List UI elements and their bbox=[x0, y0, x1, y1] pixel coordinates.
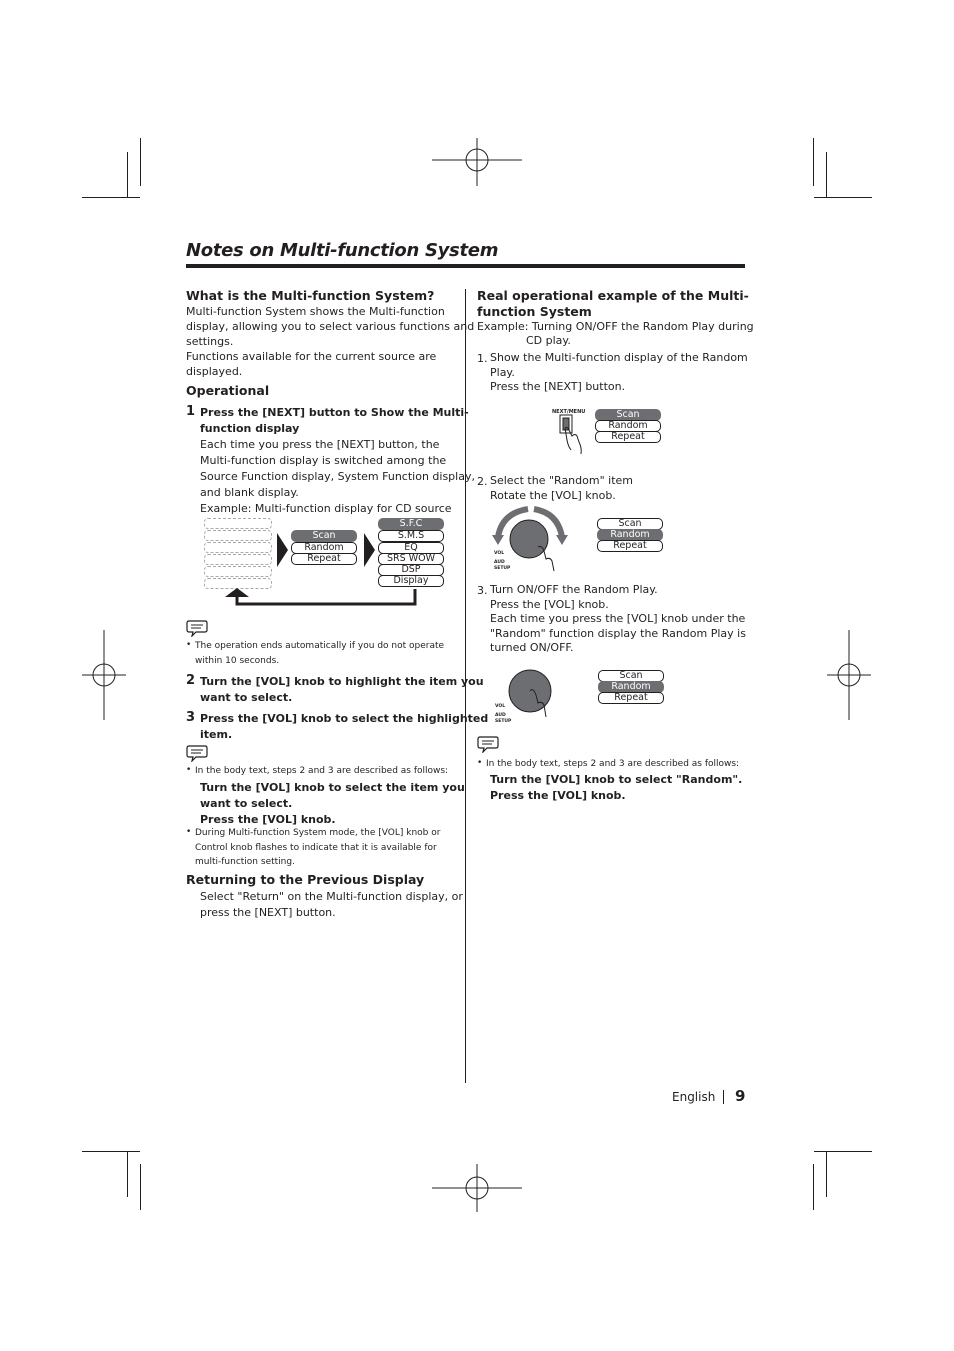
menu-row-scan: Scan bbox=[597, 518, 663, 530]
footer-divider bbox=[723, 1090, 724, 1104]
step1-number: 1 bbox=[186, 404, 196, 419]
menu-row-repeat: Repeat bbox=[291, 553, 357, 565]
example-text: Example: Turning ON/OFF the Random Play during CD play. bbox=[477, 320, 754, 347]
right-note-bold: Turn the [VOL] knob to select "Random". Press the [VOL] knob. bbox=[490, 773, 743, 802]
menu-row-display: Display bbox=[378, 575, 444, 587]
menu-row-srswow: SRS WOW bbox=[378, 553, 444, 565]
right-note-bullet: In the body text, steps 2 and 3 are described as follows: bbox=[486, 759, 740, 769]
blank-display-row bbox=[204, 554, 272, 565]
note1-text: The operation ends automatically if you do not operate within 10 seconds. bbox=[195, 641, 445, 666]
menu-row-random: Random bbox=[291, 542, 357, 554]
page-number: 9 bbox=[735, 1087, 746, 1105]
note-icon bbox=[186, 744, 208, 762]
blank-display-row bbox=[204, 566, 272, 577]
operational-heading: Operational bbox=[186, 383, 270, 398]
menu-row-random: Random bbox=[597, 529, 663, 541]
return-heading: Returning to the Previous Display bbox=[186, 872, 425, 887]
blank-display-row bbox=[204, 542, 272, 553]
s3-text: Turn ON/OFF the Random Play. Press the [VOL] knob. Each time you press the [VOL] knob under the "Random" function display the Random Play is turned ON/OFF. bbox=[490, 583, 746, 654]
note2-bullet2: During Multi-function System mode, the [VOL] knob or Control knob flashes to indicate that it is available for multi-function setting. bbox=[195, 828, 441, 867]
return-arrow-icon bbox=[220, 586, 450, 610]
note-icon bbox=[186, 619, 208, 637]
next-button-icon bbox=[555, 414, 595, 458]
menu-row-repeat: Repeat bbox=[598, 692, 664, 704]
what-heading: What is the Multi-function System? bbox=[186, 288, 435, 303]
next-menu-label: NEXT/MENU bbox=[552, 409, 586, 415]
s1-text: Show the Multi-function display of the Random Play. Press the [NEXT] button. bbox=[490, 351, 748, 393]
menu-row-eq: EQ bbox=[378, 542, 444, 554]
s2-text: Select the "Random" item Rotate the [VOL] knob. bbox=[490, 474, 633, 502]
blank-display-row bbox=[204, 518, 272, 529]
menu-row-scan: Scan bbox=[595, 409, 661, 421]
step2-number: 2 bbox=[186, 673, 196, 688]
menu-row-scan: Scan bbox=[291, 530, 357, 542]
arrow-right-icon bbox=[270, 525, 292, 575]
menu-row-random: Random bbox=[598, 681, 664, 693]
knob-labels: VOL AUD SETUP bbox=[495, 704, 512, 724]
step3-title: Press the [VOL] knob to select the highlighted item. bbox=[200, 712, 489, 741]
knob-labels: VOL AUD SETUP bbox=[494, 551, 511, 571]
title-rule bbox=[186, 264, 745, 268]
menu-row-scan: Scan bbox=[598, 670, 664, 682]
s2-number: 2. bbox=[477, 475, 488, 488]
arrow-right-icon bbox=[358, 525, 380, 575]
what-paragraph: Multi-function System shows the Multi-function display, allowing you to select various functions and settings. Functions available for the current source are displayed. bbox=[186, 305, 475, 378]
menu-row-repeat: Repeat bbox=[595, 431, 661, 443]
menu-row-random: Random bbox=[595, 420, 661, 432]
s1-number: 1. bbox=[477, 352, 488, 365]
note-icon bbox=[477, 735, 499, 753]
blank-display-row bbox=[204, 530, 272, 541]
note2-bold-text: Turn the [VOL] knob to select the item you want to select. Press the [VOL] knob. bbox=[200, 781, 465, 826]
menu-row-dsp: DSP bbox=[378, 564, 444, 576]
step3-number: 3 bbox=[186, 710, 196, 725]
s3-number: 3. bbox=[477, 584, 488, 597]
step1-body: Each time you press the [NEXT] button, the Multi-function display is switched among the Source Function display, System Function display, and blank display. Example: Multi-function display for CD source bbox=[200, 438, 475, 515]
menu-row-repeat: Repeat bbox=[597, 540, 663, 552]
menu-row-sms: S.M.S bbox=[378, 530, 444, 542]
menu-row-sfc: S.F.C bbox=[378, 518, 444, 530]
step2-title: Turn the [VOL] knob to highlight the item you want to select. bbox=[200, 675, 484, 704]
step1-title: Press the [NEXT] button to Show the Multi- function display bbox=[200, 406, 469, 435]
page-title: Notes on Multi-function System bbox=[186, 240, 499, 261]
real-example-heading: Real operational example of the Multi- function System bbox=[477, 288, 749, 319]
note2-bullet1: In the body text, steps 2 and 3 are described as follows: bbox=[195, 766, 449, 776]
footer-language: English bbox=[672, 1090, 716, 1104]
return-body: Select "Return" on the Multi-function display, or press the [NEXT] button. bbox=[200, 890, 463, 919]
